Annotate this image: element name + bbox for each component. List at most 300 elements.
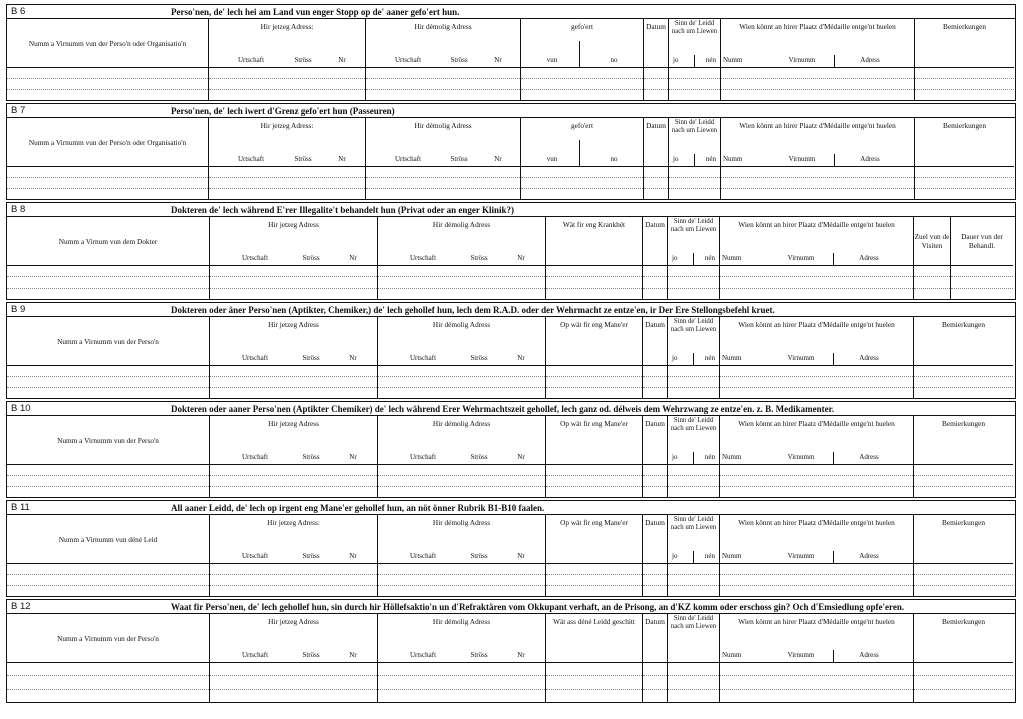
entry-cell[interactable]: [720, 663, 914, 703]
writing-line: [720, 276, 913, 277]
medal-firstname-label: Virnumm: [787, 651, 815, 659]
town-label: Urtschaft: [409, 552, 437, 560]
writing-line: [915, 78, 1014, 79]
number-label: Nr: [517, 552, 525, 560]
writing-line: [914, 486, 1013, 487]
entry-cell[interactable]: [643, 266, 668, 300]
writing-line: [643, 475, 667, 476]
entry-cell[interactable]: [721, 167, 915, 200]
person-name-label: Numm a Virnumm vun der Perso'n: [57, 336, 159, 346]
previous-address-header: [366, 19, 521, 68]
section-b11: [6, 500, 1016, 597]
alive-divider: [693, 353, 694, 365]
previous-address-label: Hir démolig Adress: [414, 22, 472, 31]
entry-cell[interactable]: [643, 366, 668, 399]
writing-line: [721, 89, 914, 90]
writing-line: [7, 78, 208, 79]
writing-line: [7, 276, 209, 277]
treatment-duration-label: Dauer vun der Behandl.: [961, 232, 1003, 250]
detail-label: gefo'ert: [571, 121, 593, 130]
person-name-label: Numm a Virnumm vun der Perso'n: [57, 435, 159, 445]
alive-header: [668, 416, 720, 465]
writing-line: [720, 387, 913, 388]
writing-line: [546, 675, 642, 676]
entry-cell[interactable]: [669, 68, 721, 101]
writing-line: [669, 177, 720, 178]
street-label: Ströss: [470, 651, 488, 659]
town-label: Urtschaft: [241, 354, 269, 362]
entry-cell[interactable]: [546, 663, 643, 703]
section-code: B 7: [11, 105, 26, 116]
medal-firstname-label: Virnumm: [788, 155, 816, 163]
writing-line: [378, 288, 545, 289]
alive-divider: [694, 154, 695, 166]
entry-cell[interactable]: [209, 68, 366, 101]
writing-line: [720, 689, 913, 690]
writing-line: [668, 675, 719, 676]
writing-line: [378, 675, 545, 676]
entry-cell[interactable]: [366, 167, 521, 200]
previous-address-label: Hir démolig Adress: [414, 121, 472, 130]
entry-cell[interactable]: [210, 266, 378, 300]
writing-line: [720, 574, 913, 575]
alive-yes-label: jo: [673, 56, 679, 64]
writing-line: [7, 475, 209, 476]
entry-cell[interactable]: [914, 564, 1013, 597]
writing-line: [668, 689, 719, 690]
writing-line: [915, 89, 1014, 90]
entry-cell[interactable]: [209, 167, 366, 200]
alive-no-label: nén: [705, 56, 716, 64]
entry-cell[interactable]: [668, 366, 720, 399]
town-label: Urtschaft: [394, 155, 422, 163]
from-label: vun: [546, 56, 558, 64]
town-label: Urtschaft: [409, 453, 437, 461]
detail-header: [546, 217, 643, 266]
date-header: [643, 416, 668, 465]
number-label: Nr: [517, 453, 525, 461]
alive-yes-label: jo: [672, 254, 678, 262]
alive-no-label: nén: [704, 254, 715, 262]
section-header: [7, 303, 1015, 317]
writing-line: [7, 288, 209, 289]
town-label: Urtschaft: [241, 254, 269, 262]
detail-header: [521, 118, 644, 167]
writing-line: [720, 486, 913, 487]
entry-cell[interactable]: [720, 366, 914, 399]
alive-header: [668, 317, 720, 366]
writing-line: [643, 276, 667, 277]
medal-name-label: Numm: [722, 552, 742, 560]
medal-firstname-label: Virnumm: [788, 56, 816, 64]
writing-line: [643, 574, 667, 575]
section-title: Dokteren de' lech während E'rer Illegalite't behandelt hun (Privat oder an enger Klinik?): [171, 205, 515, 215]
writing-line: [210, 574, 377, 575]
writing-line: [644, 78, 668, 79]
entry-cell[interactable]: [915, 167, 1014, 200]
entry-cell[interactable]: [951, 266, 1013, 300]
section-title: Perso'nen, de' lech hei am Land vun enger Stopp op de' aaner gefo'ert hun.: [171, 7, 460, 17]
date-header: [644, 118, 669, 167]
street-label: Ströss: [294, 155, 312, 163]
medal-address-label: Adress: [859, 354, 879, 362]
previous-address-label: Hir démolig Adress: [432, 220, 491, 229]
entry-cell[interactable]: [210, 564, 378, 597]
street-label: Ströss: [450, 56, 468, 64]
entry-cell[interactable]: [914, 266, 951, 300]
writing-line: [668, 585, 719, 586]
detail-header: [546, 614, 643, 663]
entry-cell[interactable]: [668, 266, 720, 300]
medal-header: [720, 217, 914, 266]
writing-line: [669, 89, 720, 90]
town-label: Urtschaft: [394, 56, 422, 64]
entry-cell[interactable]: [7, 564, 210, 597]
medal-name-label: Numm: [722, 254, 742, 262]
writing-line: [209, 78, 365, 79]
medal-label: Wien könnt an hirer Plaatz d'Médaille entge'nt huelen: [738, 617, 895, 626]
writing-line: [643, 675, 667, 676]
entry-cell[interactable]: [720, 266, 914, 300]
date-label: Datum: [645, 419, 665, 428]
writing-line: [210, 376, 377, 377]
medal-label: Wien könnt an hirer Plaatz d'Médaille entge'nt huelen: [738, 220, 895, 229]
section-code: B 10: [11, 403, 31, 414]
writing-line: [720, 585, 913, 586]
writing-line: [668, 288, 719, 289]
street-label: Ströss: [470, 254, 488, 262]
alive-yes-label: jo: [672, 453, 678, 461]
entry-cell[interactable]: [668, 465, 720, 498]
alive-header: [668, 217, 720, 266]
remarks-label: Bemierkungen: [942, 320, 985, 329]
writing-line: [546, 276, 642, 277]
writing-line: [7, 689, 209, 690]
number-label: Nr: [494, 56, 502, 64]
person-name-header: [7, 416, 210, 465]
writing-line: [643, 387, 667, 388]
writing-line: [914, 276, 950, 277]
entry-cell[interactable]: [521, 167, 644, 200]
writing-line: [210, 475, 377, 476]
entry-cell[interactable]: [210, 663, 378, 703]
number-label: Nr: [349, 354, 357, 362]
medal-header: [721, 19, 915, 68]
number-label: Nr: [517, 254, 525, 262]
previous-address-header: [378, 515, 546, 564]
remarks-header: [915, 19, 1014, 68]
street-label: Ströss: [302, 651, 320, 659]
town-label: Urtschaft: [409, 651, 437, 659]
writing-line: [914, 376, 1013, 377]
writing-line: [366, 188, 520, 189]
to-label: no: [610, 56, 618, 64]
medal-address-label: Adress: [859, 552, 879, 560]
town-label: Urtschaft: [409, 354, 437, 362]
writing-line: [643, 376, 667, 377]
street-label: Ströss: [302, 453, 320, 461]
date-header: [643, 317, 668, 366]
writing-line: [915, 177, 1014, 178]
writing-line: [643, 486, 667, 487]
entry-cell[interactable]: [378, 663, 546, 703]
section-b12: [6, 599, 1016, 703]
person-name-header: [7, 515, 210, 564]
entry-cell[interactable]: [7, 663, 210, 703]
entry-cell[interactable]: [643, 663, 668, 703]
entry-cell[interactable]: [546, 366, 643, 399]
writing-line: [721, 177, 914, 178]
street-label: Ströss: [450, 155, 468, 163]
entry-cell[interactable]: [643, 564, 668, 597]
entry-cell[interactable]: [366, 68, 521, 101]
section-header: [7, 5, 1015, 19]
writing-line: [210, 675, 377, 676]
person-name-header: [7, 118, 209, 167]
writing-line: [209, 89, 365, 90]
to-label: no: [610, 155, 618, 163]
town-label: Urtschaft: [241, 552, 269, 560]
section-header: [7, 104, 1015, 118]
writing-line: [378, 689, 545, 690]
entry-cell[interactable]: [378, 366, 546, 399]
entry-cell[interactable]: [668, 663, 720, 703]
current-address-label: Hir jetzeg Adress:: [267, 518, 320, 527]
writing-line: [521, 188, 643, 189]
visits-label: Zuel vun de Visiten: [914, 232, 950, 250]
current-address-header: [210, 217, 378, 266]
entry-cell[interactable]: [644, 68, 669, 101]
medal-firstname-label: Virnumm: [787, 354, 815, 362]
writing-line: [366, 89, 520, 90]
entry-cell[interactable]: [7, 366, 210, 399]
entry-cell[interactable]: [7, 465, 210, 498]
number-label: Nr: [517, 354, 525, 362]
person-name-label: Numm a Virnumm vun der Perso'n oder Organisatio'n: [28, 137, 187, 147]
alive-label: Sinn de' Leidd nach um Liewen: [670, 417, 717, 432]
remarks-label: Bemierkungen: [942, 617, 985, 626]
writing-line: [210, 276, 377, 277]
entry-cell[interactable]: [7, 68, 209, 101]
writing-line: [720, 288, 913, 289]
person-name-header: [7, 614, 210, 663]
remarks-label: Bemierkungen: [943, 121, 986, 130]
writing-line: [7, 585, 209, 586]
remarks-label: Bemierkungen: [943, 22, 986, 31]
writing-line: [546, 475, 642, 476]
date-label: Datum: [645, 518, 665, 527]
alive-label: Sinn de' Leidd nach um Liewen: [670, 516, 717, 531]
entry-cell[interactable]: [546, 564, 643, 597]
section-grid: [7, 416, 1015, 498]
alive-divider: [693, 253, 694, 265]
writing-line: [546, 585, 642, 586]
town-label: Urtschaft: [237, 56, 265, 64]
entry-cell[interactable]: [720, 465, 914, 498]
section-code: B 11: [11, 502, 30, 513]
alive-label: Sinn de' Leidd nach um Liewen: [671, 119, 718, 134]
alive-no-label: nén: [705, 155, 716, 163]
writing-line: [668, 475, 719, 476]
current-address-label: Hir jetzeg Adress: [268, 220, 319, 229]
entry-cell[interactable]: [521, 68, 644, 101]
remarks-header: [914, 515, 1013, 564]
writing-line: [914, 675, 1013, 676]
detail-header: [521, 19, 644, 68]
writing-line: [643, 585, 667, 586]
medal-label: Wien könnt an hirer Plaatz d'Médaille entge'nt huelen: [738, 518, 895, 527]
person-name-label: Numm a Virnumm vun der Perso'n oder Organisatio'n: [28, 38, 187, 48]
entry-cell[interactable]: [914, 465, 1013, 498]
remarks-header: [914, 317, 1013, 366]
entry-cell[interactable]: [546, 266, 643, 300]
medal-divider: [834, 55, 835, 67]
medal-name-label: Numm: [722, 354, 742, 362]
section-grid: [7, 118, 1015, 200]
detail-label: Op wät fir eng Mane'er: [560, 320, 628, 329]
writing-line: [669, 78, 720, 79]
street-label: Ströss: [302, 354, 320, 362]
current-address-label: Hir jetzeg Adress: [268, 617, 319, 626]
detail-header: [546, 416, 643, 465]
writing-line: [721, 188, 914, 189]
medal-label: Wien könnt an hirer Plaatz d'Médaille entge'nt huelen: [739, 121, 896, 130]
entry-cell[interactable]: [546, 465, 643, 498]
entry-cell[interactable]: [914, 663, 1013, 703]
writing-line: [7, 574, 209, 575]
medal-address-label: Adress: [860, 155, 880, 163]
medal-divider: [833, 551, 834, 563]
writing-line: [546, 689, 642, 690]
person-name-header: [7, 217, 210, 266]
alive-header: [668, 515, 720, 564]
section-header: [7, 501, 1015, 515]
medal-divider: [834, 154, 835, 166]
entry-cell[interactable]: [378, 564, 546, 597]
number-label: Nr: [349, 453, 357, 461]
entry-cell[interactable]: [7, 266, 210, 300]
entry-cell[interactable]: [378, 266, 546, 300]
writing-line: [378, 376, 545, 377]
entry-cell[interactable]: [915, 68, 1014, 101]
section-b8: [6, 202, 1016, 300]
date-header: [643, 515, 668, 564]
current-address-label: Hir jetzeg Adress: [268, 320, 319, 329]
entry-cell[interactable]: [669, 167, 721, 200]
writing-line: [914, 689, 1013, 690]
alive-header: [668, 614, 720, 663]
writing-line: [914, 475, 1013, 476]
detail-label: gefo'ert: [571, 22, 593, 31]
current-address-label: Hir jetzeg Adress: [268, 419, 319, 428]
alive-label: Sinn de' Leidd nach um Liewen: [670, 615, 717, 630]
writing-line: [7, 486, 209, 487]
entry-cell[interactable]: [378, 465, 546, 498]
medal-name-label: Numm: [722, 651, 742, 659]
previous-address-label: Hir démolig Adress: [432, 419, 491, 428]
writing-line: [7, 89, 208, 90]
town-label: Urtschaft: [409, 254, 437, 262]
entry-cell[interactable]: [210, 366, 378, 399]
entry-cell[interactable]: [643, 465, 668, 498]
entry-cell[interactable]: [914, 366, 1013, 399]
number-label: Nr: [349, 254, 357, 262]
section-code: B 6: [11, 6, 26, 17]
section-code: B 12: [11, 601, 31, 612]
writing-line: [521, 89, 643, 90]
writing-line: [546, 387, 642, 388]
writing-line: [720, 675, 913, 676]
section-code: B 8: [11, 204, 26, 215]
medal-header: [720, 416, 914, 465]
medal-header: [721, 118, 915, 167]
current-address-header: [209, 19, 366, 68]
writing-line: [668, 574, 719, 575]
medal-label: Wien könnt an hirer Plaatz d'Médaille entge'nt huelen: [738, 419, 895, 428]
number-label: Nr: [349, 552, 357, 560]
entry-cell[interactable]: [721, 68, 915, 101]
writing-line: [915, 188, 1014, 189]
medal-name-label: Numm: [722, 453, 742, 461]
writing-line: [378, 585, 545, 586]
from-to-divider: [579, 41, 580, 67]
previous-address-header: [378, 217, 546, 266]
entry-cell[interactable]: [720, 564, 914, 597]
medal-firstname-label: Virnumm: [787, 254, 815, 262]
alive-header: [669, 118, 721, 167]
medal-header: [720, 515, 914, 564]
number-label: Nr: [349, 651, 357, 659]
writing-line: [546, 574, 642, 575]
previous-address-header: [378, 317, 546, 366]
current-address-header: [210, 317, 378, 366]
writing-line: [546, 486, 642, 487]
entry-cell[interactable]: [7, 167, 209, 200]
section-title: Dokteren oder âner Perso'nen (Aptikter, Chemiker,) de' lech gehollef hun, lech dem R.A.D. oder der Wehrmacht ze entze'en, ir Der Ere Stellongsbefehl kruet.: [171, 305, 775, 315]
entry-cell[interactable]: [644, 167, 669, 200]
remarks-header: [914, 416, 1013, 465]
date-header: [643, 614, 668, 663]
date-label: Datum: [645, 220, 665, 229]
date-label: Datum: [645, 617, 665, 626]
person-name-header: [7, 317, 210, 366]
section-title: Dokteren oder aaner Perso'nen (Aptikter Chemiker) de' lech während Erer Wehrmachtszeit gehollef, lech ganz od. délweis dem Wehrzwang ze entze'en. z. B. Medikamenter.: [171, 404, 835, 414]
detail-header: [546, 317, 643, 366]
writing-line: [668, 276, 719, 277]
alive-label: Sinn de' Leidd nach um Liewen: [670, 218, 717, 233]
date-header: [643, 217, 668, 266]
writing-line: [720, 475, 913, 476]
section-b7: [6, 103, 1016, 200]
entry-cell[interactable]: [668, 564, 720, 597]
section-code: B 9: [11, 304, 26, 315]
writing-line: [643, 288, 667, 289]
detail-label: Op wät fir eng Mane'er: [560, 419, 628, 428]
medal-header: [720, 614, 914, 663]
medal-firstname-label: Virnumm: [787, 453, 815, 461]
writing-line: [7, 188, 208, 189]
writing-line: [7, 387, 209, 388]
entry-cell[interactable]: [210, 465, 378, 498]
previous-address-header: [366, 118, 521, 167]
number-label: Nr: [494, 155, 502, 163]
section-header: [7, 402, 1015, 416]
alive-label: Sinn de' Leidd nach um Liewen: [670, 318, 717, 333]
section-grid: [7, 317, 1015, 399]
street-label: Ströss: [302, 552, 320, 560]
medal-name-label: Numm: [723, 56, 743, 64]
writing-line: [7, 675, 209, 676]
